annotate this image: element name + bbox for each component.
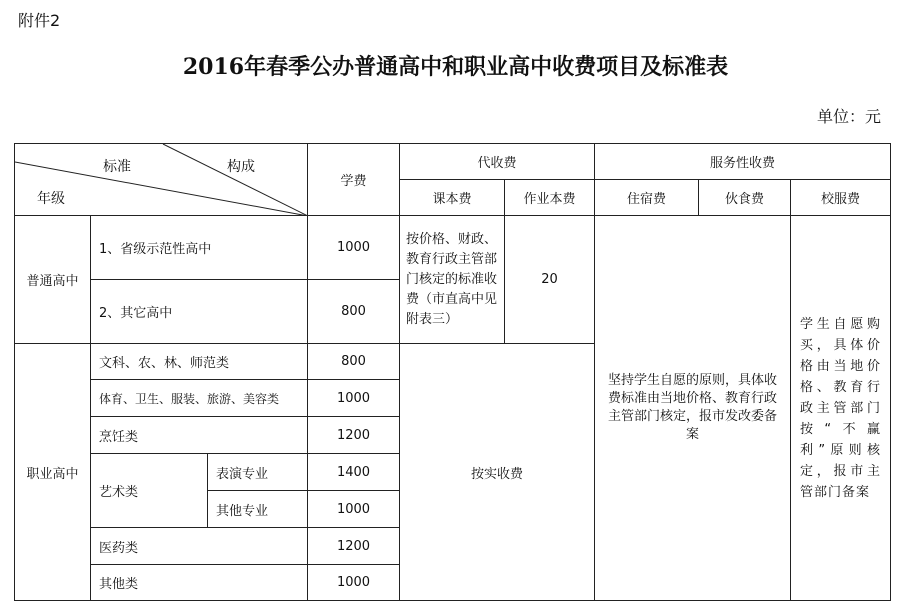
header-composition: 构成 bbox=[227, 159, 255, 175]
vocational-row-tuition: 1000 bbox=[308, 565, 400, 601]
uniform-fee-note: 学生自愿购买，具体价格由当地价格、教育行政主管部门按“不赢利”原则核定，报市主管部门备案 bbox=[791, 216, 891, 601]
agency-actual-note: 按实收费 bbox=[400, 344, 595, 601]
unit-label: 单位：元 bbox=[816, 107, 881, 126]
service-fee-note: 坚持学生自愿的原则，具体收费标准由当地价格、教育行政主管部门核定，报市发改委备案 bbox=[595, 216, 791, 601]
fee-table bbox=[14, 143, 891, 601]
art-subcategory-tuition: 1000 bbox=[308, 491, 400, 528]
vocational-row-tuition: 1000 bbox=[308, 380, 400, 417]
header-standard: 标准 bbox=[103, 159, 131, 175]
vocational-row-name: 其他类 bbox=[91, 565, 308, 601]
general-highschool-label: 普通高中 bbox=[15, 216, 91, 344]
general-row-name: 1、省级示范性高中 bbox=[91, 216, 308, 280]
header-grade: 年级 bbox=[37, 191, 65, 207]
header-uniform-fee: 校服费 bbox=[791, 180, 891, 216]
vocational-row-tuition: 800 bbox=[308, 344, 400, 380]
vocational-row-tuition: 1200 bbox=[308, 417, 400, 454]
header-service-fee: 服务性收费 bbox=[595, 144, 891, 180]
header-agency-fee: 代收费 bbox=[400, 144, 595, 180]
art-subcategory-name: 表演专业 bbox=[208, 454, 308, 491]
attachment-label: 附件2 bbox=[18, 11, 61, 30]
vocational-row-name: 医药类 bbox=[91, 528, 308, 565]
vocational-row-name: 文科、农、林、师范类 bbox=[91, 344, 308, 380]
general-row-name: 2、其它高中 bbox=[91, 280, 308, 344]
art-category-label: 艺术类 bbox=[91, 454, 208, 528]
header-tuition: 学费 bbox=[308, 144, 400, 216]
general-row-tuition: 800 bbox=[308, 280, 400, 344]
diagonal-header-cell bbox=[15, 144, 308, 216]
vocational-row-tuition: 1200 bbox=[308, 528, 400, 565]
header-workbook-fee: 作业本费 bbox=[505, 180, 595, 216]
general-row-tuition: 1000 bbox=[308, 216, 400, 280]
vocational-row-name: 烹饪类 bbox=[91, 417, 308, 454]
header-meal-fee: 伙食费 bbox=[699, 180, 791, 216]
header-textbook-fee: 课本费 bbox=[400, 180, 505, 216]
page-title: 2016年春季公办普通高中和职业高中收费项目及标准表 bbox=[182, 54, 729, 80]
header-accommodation-fee: 住宿费 bbox=[595, 180, 699, 216]
textbook-fee-note: 按价格、财政、教育行政主管部门核定的标准收费（市直高中见附表三） bbox=[400, 216, 505, 344]
vocational-row-name: 体育、卫生、服装、旅游、美容类 bbox=[91, 380, 308, 417]
art-subcategory-tuition: 1400 bbox=[308, 454, 400, 491]
vocational-highschool-label: 职业高中 bbox=[15, 344, 91, 601]
workbook-fee-value: 20 bbox=[505, 216, 595, 344]
art-subcategory-name: 其他专业 bbox=[208, 491, 308, 528]
